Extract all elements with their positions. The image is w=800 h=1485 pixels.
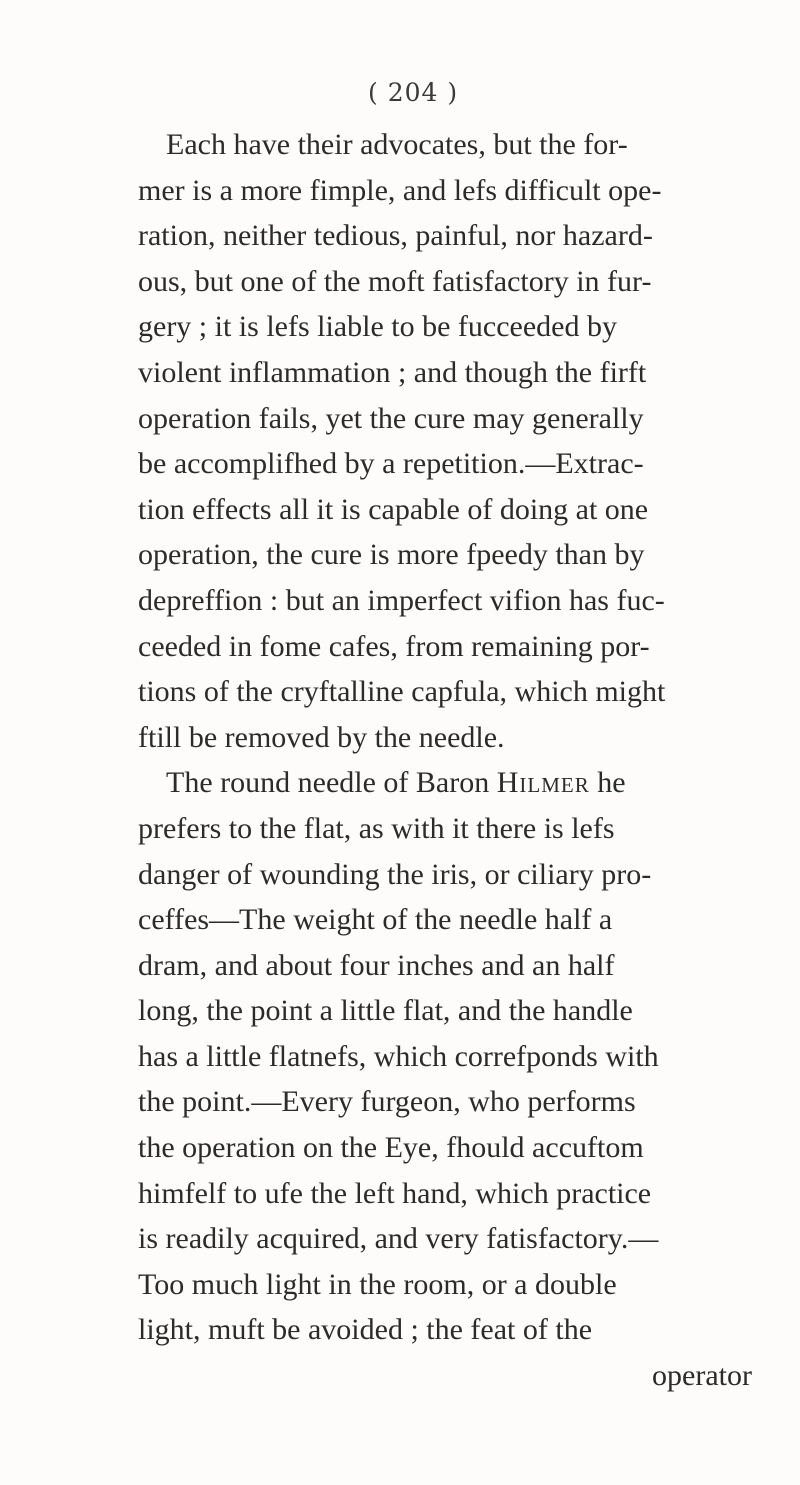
text-line: prefers to the flat, as with it there is lefs [138, 811, 615, 845]
text-line: ous, but one of the moft fatisfactory in fur- [138, 264, 652, 298]
text-line: himfelf to ufe the left hand, which practice [138, 1176, 652, 1210]
text-line: tion effects all it is capable of doing at one [138, 492, 649, 526]
page-number: ( 204 ) [368, 78, 459, 107]
text-line: mer is a more fimple, and lefs difficult ope- [138, 173, 662, 207]
text-line: gery ; it is lefs liable to be fucceeded by [138, 310, 617, 344]
text-line: Each have their advocates, but the for- [166, 128, 628, 161]
text-line: dram, and about four inches and an half [138, 948, 615, 982]
text-segment: he [589, 766, 626, 800]
text-line: is readily acquired, and very fatisfactory.— [138, 1222, 659, 1256]
text-line: be accomplifhed by a repetition.—Extrac- [138, 447, 644, 481]
text-line: ceeded in fome cafes, from remaining por- [138, 629, 650, 663]
text-line: operation fails, yet the cure may generally [138, 401, 644, 435]
text-line: the point.—Every furgeon, who performs [138, 1085, 636, 1119]
body-text [138, 122, 788, 1399]
text-line: ceffes—The weight of the needle half a [138, 903, 613, 937]
catchword: operator [652, 1359, 752, 1393]
text-line: has a little flatnefs, which correfponds with [138, 1039, 659, 1073]
text-line: Too much light in the room, or a double [138, 1267, 617, 1301]
text-line: depreffion : but an imperfect vifion has fuc- [138, 583, 665, 617]
text-line: danger of wounding the iris, or ciliary pro- [138, 857, 652, 891]
person-name: Hilmer [496, 766, 590, 800]
text-line-hilmer [138, 760, 788, 806]
text-line: violent inflammation ; and though the firft [138, 355, 647, 389]
text-line: operation, the cure is more fpeedy than by [138, 538, 645, 572]
text-line: tions of the cryftalline capfula, which might [138, 675, 666, 709]
text-line: light, muft be avoided ; the feat of the [138, 1313, 593, 1347]
text-line: the operation on the Eye, fhould accuftom [138, 1131, 644, 1165]
text-segment: The round needle of Baron [166, 766, 497, 800]
text-line: ration, neither tedious, painful, nor hazard- [138, 219, 653, 253]
text-line: ftill be removed by the needle. [138, 720, 505, 754]
text-line: long, the point a little flat, and the handle [138, 994, 633, 1028]
